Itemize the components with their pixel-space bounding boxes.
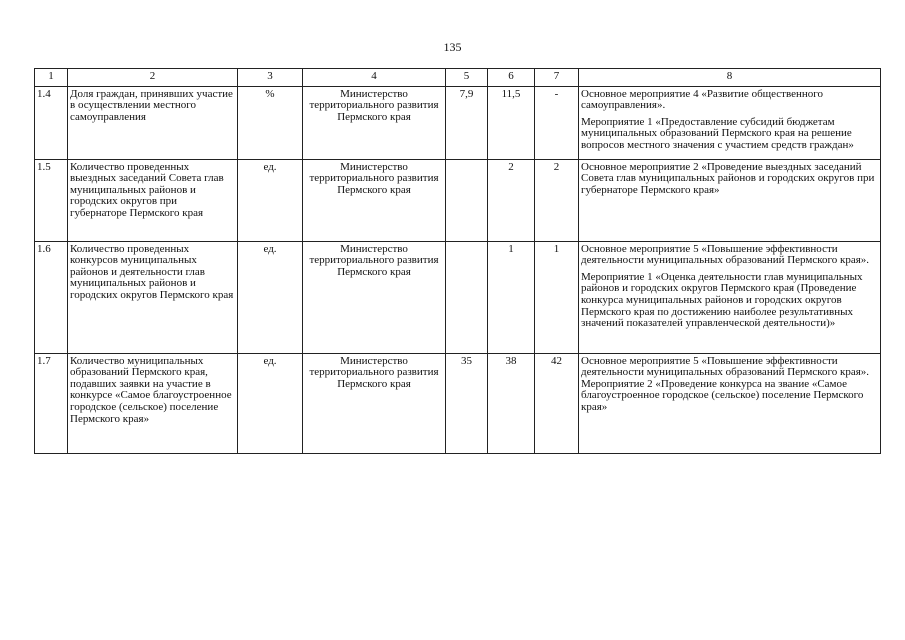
- indicator-name: Количество проведенных конкурсов муниципальных районов и деятельности глав муниципальных районов и городских округов Пермского края: [68, 241, 238, 353]
- column-header: 6: [488, 69, 535, 87]
- value-col7: 42: [535, 353, 579, 453]
- header-row: [35, 69, 881, 87]
- column-header: 8: [579, 69, 881, 87]
- value-col5: [446, 159, 488, 241]
- table-row: [35, 159, 881, 241]
- row-number: 1.7: [35, 353, 68, 453]
- responsible-ministry: Министерство территориального развития Пермского края: [303, 159, 446, 241]
- events-cell: [579, 86, 881, 159]
- column-header: 2: [68, 69, 238, 87]
- event-text: Основное мероприятие 2 «Проведение выездных заседаний Совета глав муниципальных районов и городских округов при губернаторе Пермского края»: [581, 160, 875, 196]
- event-text: Мероприятие 1 «Предоставление субсидий бюджетам муниципальных образований Пермского края на решение вопросов местного значения с участием средств граждан»: [581, 115, 854, 151]
- responsible-ministry: Министерство территориального развития Пермского края: [303, 86, 446, 159]
- unit: ед.: [238, 353, 303, 453]
- events-cell: [579, 159, 881, 241]
- events-cell: [579, 353, 881, 453]
- value-col5: 35: [446, 353, 488, 453]
- value-col7: -: [535, 86, 579, 159]
- responsible-ministry: Министерство территориального развития Пермского края: [303, 353, 446, 453]
- unit: %: [238, 86, 303, 159]
- table-row: [35, 353, 881, 453]
- column-header: 7: [535, 69, 579, 87]
- row-number: 1.4: [35, 86, 68, 159]
- event-text: Мероприятие 1 «Оценка деятельности глав муниципальных районов и городских округов Пермского края (Проведение конкурса муниципальных районов и городских округов Пермского края по достижению наиболее результативных значений показателей управленческой деятельности)»: [581, 270, 863, 330]
- row-number: 1.5: [35, 159, 68, 241]
- indicator-name: Количество муниципальных образований Пермского края, подавших заявки на участие в конкурсе «Самое благоустроенное городское (сельское) поселение Пермского края»: [68, 353, 238, 453]
- column-header: 4: [303, 69, 446, 87]
- value-col7: 1: [535, 241, 579, 353]
- value-col6: 11,5: [488, 86, 535, 159]
- value-col7: 2: [535, 159, 579, 241]
- event-text: Основное мероприятие 4 «Развитие общественного самоуправления».: [581, 87, 823, 112]
- row-number: 1.6: [35, 241, 68, 353]
- indicator-name: Доля граждан, принявших участие в осуществлении местного самоуправления: [68, 86, 238, 159]
- value-col6: 2: [488, 159, 535, 241]
- indicators-table: [34, 68, 881, 454]
- column-header: 5: [446, 69, 488, 87]
- unit: ед.: [238, 241, 303, 353]
- value-col6: 1: [488, 241, 535, 353]
- indicator-name: Количество проведенных выездных заседаний Совета глав муниципальных районов и городских округов при губернаторе Пермского края: [68, 159, 238, 241]
- column-header: 3: [238, 69, 303, 87]
- event-text: Основное мероприятие 5 «Повышение эффективности деятельности муниципальных образований Пермского края».: [581, 242, 870, 267]
- value-col5: [446, 241, 488, 353]
- value-col5: 7,9: [446, 86, 488, 159]
- value-col6: 38: [488, 353, 535, 453]
- table-row: [35, 86, 881, 159]
- page-number: 135: [443, 40, 462, 54]
- events-cell: [579, 241, 881, 353]
- column-header: 1: [35, 69, 68, 87]
- table-row: [35, 241, 881, 353]
- unit: ед.: [238, 159, 303, 241]
- event-text: Основное мероприятие 5 «Повышение эффективности деятельности муниципальных образований Пермского края». Мероприятие 2 «Проведение конкурса на звание «Самое благоустроенное городское (сельское) поселение Пермского края»: [581, 354, 870, 413]
- responsible-ministry: Министерство территориального развития Пермского края: [303, 241, 446, 353]
